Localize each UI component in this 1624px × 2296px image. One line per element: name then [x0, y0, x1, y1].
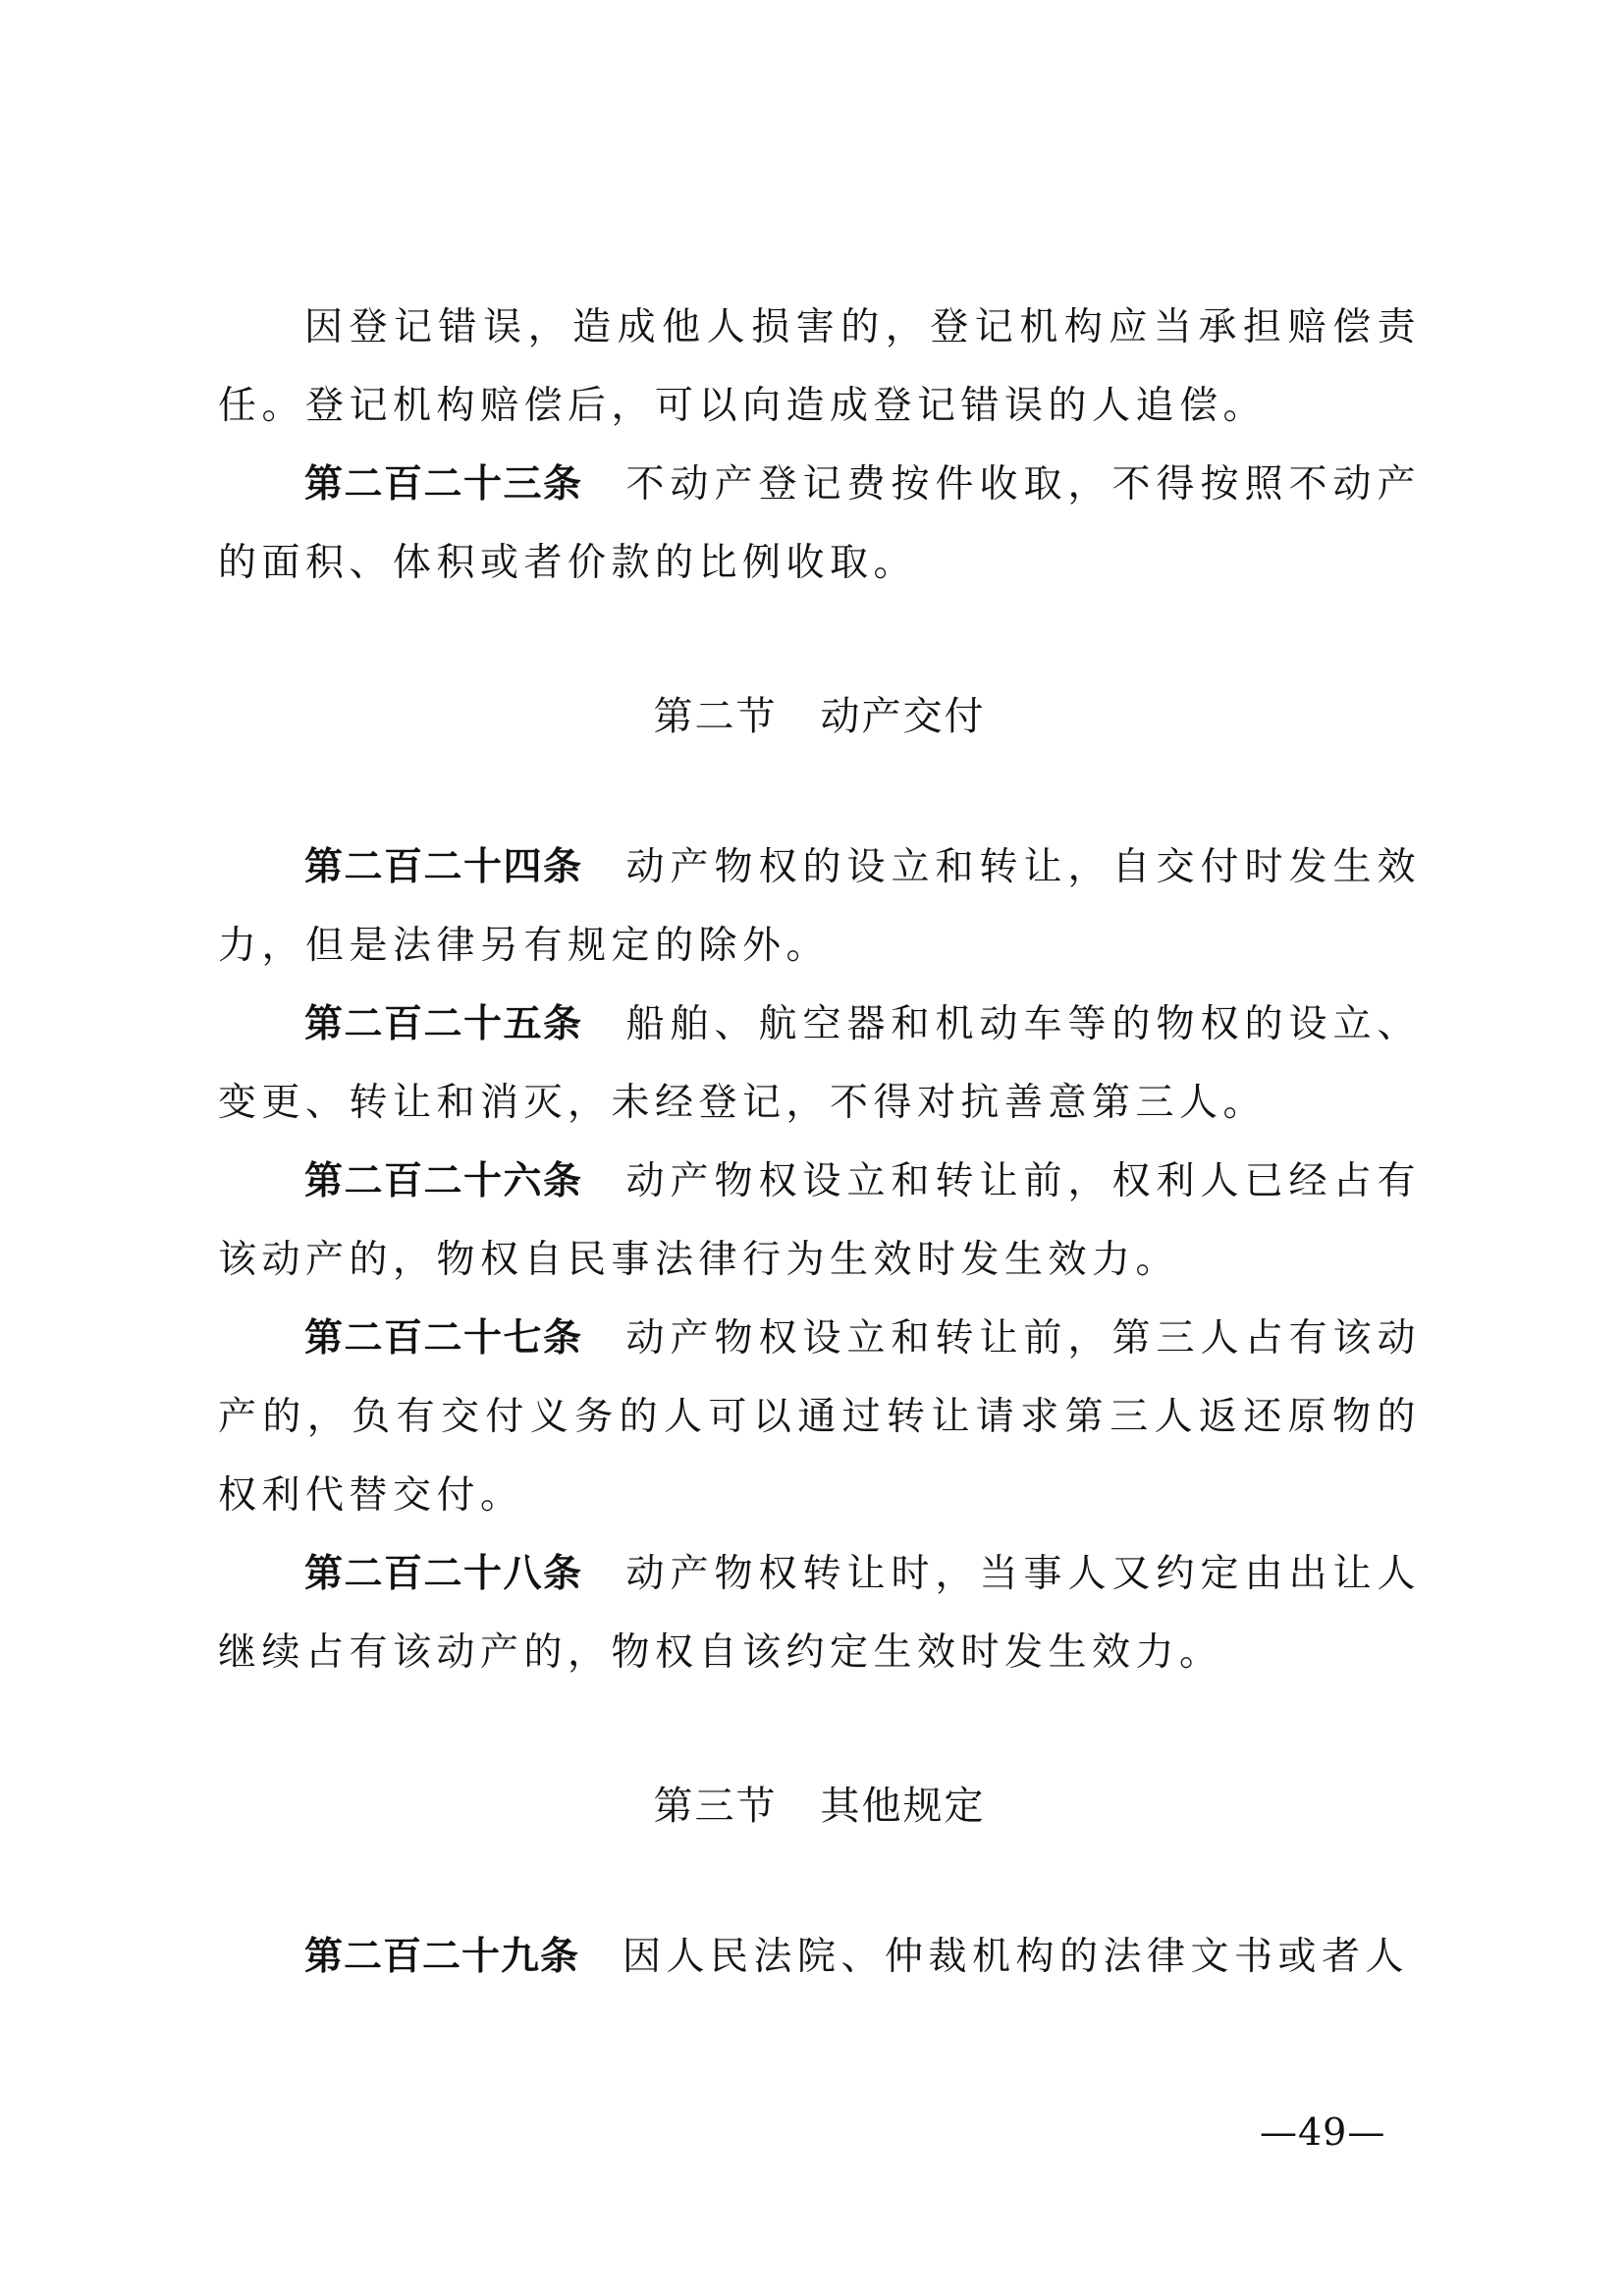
- article-225: [218, 986, 1421, 1143]
- article-number: 第二百二十三条: [304, 462, 583, 507]
- article-number: 第二百二十六条: [304, 1159, 583, 1203]
- paragraph-text: 因登记错误，造成他人损害的，登记机构应当承担赔偿责任。登记机构赔偿后，可以向造成登记错误的人追偿。: [218, 305, 1421, 428]
- article-text: 动产物权转让时，当事人又约定由出让人继续占有该动产的，物权自该约定生效时发生效力。: [218, 1552, 1421, 1675]
- article-number: 第二百二十五条: [304, 1002, 583, 1046]
- article-text: 不动产登记费按件收取，不得按照不动产的面积、体积或者价款的比例收取。: [218, 462, 1421, 585]
- article-number: 第二百二十四条: [304, 845, 583, 889]
- paragraph: [218, 289, 1421, 446]
- section-heading-2: [218, 677, 1421, 756]
- article-text: 因人民法院、仲裁机构的法律文书或者人: [623, 1935, 1410, 1979]
- section-title: 动产交付: [820, 694, 986, 739]
- article-224: [218, 828, 1421, 986]
- section-heading-3: [218, 1767, 1421, 1845]
- section-title: 其他规定: [820, 1784, 986, 1829]
- article-226: [218, 1143, 1421, 1300]
- article-text: 动产物权设立和转让前，权利人已经占有该动产的，物权自民事法律行为生效时发生效力。: [218, 1159, 1421, 1282]
- section-number: 第三节: [653, 1784, 778, 1829]
- article-223: [218, 446, 1421, 603]
- section-number: 第二节: [653, 694, 778, 739]
- article-229: [218, 1918, 1421, 1997]
- article-227: [218, 1300, 1421, 1535]
- article-text: 动产物权设立和转让前，第三人占有该动产的，负有交付义务的人可以通过转让请求第三人返还原物的权利代替交付。: [218, 1316, 1421, 1518]
- page-number: —49—: [1260, 2110, 1386, 2154]
- article-number: 第二百二十九条: [304, 1935, 580, 1979]
- article-text: 船舶、航空器和机动车等的物权的设立、变更、转让和消灭，未经登记，不得对抗善意第三人。: [218, 1002, 1421, 1125]
- article-number: 第二百二十八条: [304, 1552, 583, 1596]
- article-number: 第二百二十七条: [304, 1316, 583, 1361]
- article-228: [218, 1535, 1421, 1692]
- page-body: [218, 289, 1421, 1997]
- article-text: 动产物权的设立和转让，自交付时发生效力，但是法律另有规定的除外。: [218, 845, 1421, 968]
